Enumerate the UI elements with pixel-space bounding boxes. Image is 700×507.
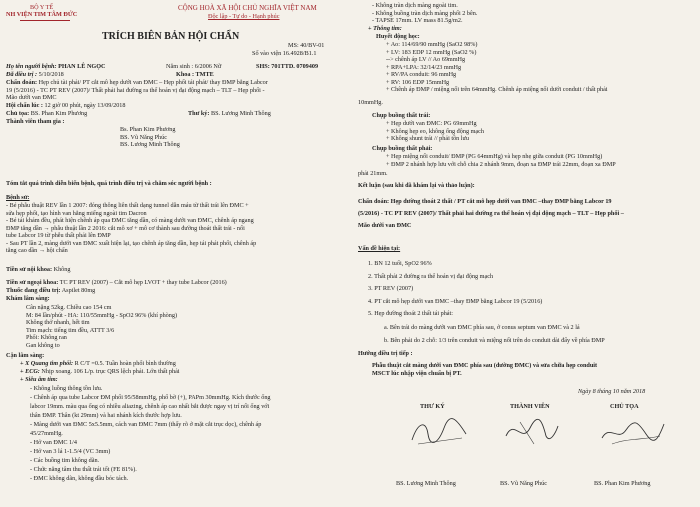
secretary-label: Thư ký: — [188, 110, 210, 117]
department: Khoa : TMTE — [176, 71, 214, 78]
echo-line: - Không tràn dịch màng ngoài tim. — [372, 2, 458, 9]
member-item: BS. Vũ Năng Phúc — [120, 133, 167, 141]
ecg-value: Nhịp xoang. 106 L/p. trục QRS lệch phải. Lớn thất phải — [41, 368, 180, 375]
xray-line — [20, 360, 176, 368]
chair-signature — [598, 414, 668, 450]
lv-angio-label: Chụp buồng thất trái: — [372, 112, 431, 119]
member-signature — [500, 414, 562, 450]
ecg-line — [20, 368, 180, 376]
summary-heading: Tóm tắt quá trình diễn biến bệnh, quá trình điều trị và chăm sóc người bệnh : — [6, 180, 212, 187]
echo-line: - Màng dưới van ĐMC 5x5.5mm, cách van ĐMC 7mm (thấy rõ ở mặt cắt trục dọc), chênh áp — [30, 421, 262, 428]
echo-line: - Chức năng tâm thu thất trái tốt (FE 81%). — [30, 466, 137, 473]
exam-line: Cân nặng 52kg. Chiều cao 154 cm — [26, 304, 112, 311]
conclusion-line-1 — [358, 198, 612, 206]
exam-line: Gan không to — [26, 341, 60, 349]
issues-heading: Vấn đề hiện tại: — [358, 245, 401, 252]
echo-line: - Không luồng thông tồn lưu. — [30, 385, 103, 392]
internal-history — [6, 266, 70, 274]
surgery-history-label: Tiền sử ngoại khoa: — [6, 279, 59, 286]
secretary-sign-title: THƯ KÝ — [420, 403, 445, 410]
surgery-history — [6, 279, 227, 287]
ministry: BỘ Y TẾ — [30, 4, 54, 11]
diagnosis-line-2: 19 (5/2016) - TC PT REV (2007)/ Thất phải hai đường ra thể hoán vị đại động mạch – TLT – Hẹp phổi - — [6, 86, 265, 94]
ecg-label: + ECG: — [20, 368, 40, 375]
diagnosis-line-1 — [6, 79, 268, 87]
issue-item: 5. Hẹp đường thoát 2 thất tái phát: — [368, 310, 453, 317]
echo-line: labcor 19mm. màu qua ống có nhiều aliazing, chênh áp cao nhất bắt được ngay vị trí nối ống với — [30, 403, 270, 410]
rv-angio-label: Chụp buồng thất phải: — [372, 145, 433, 152]
issue-item: 3. PT REV (2007) — [368, 285, 414, 292]
member-item: BS. Lương Minh Thông — [120, 141, 180, 148]
diagnosis-line-3: Mão dưới van ĐMC — [6, 94, 57, 101]
issue-item: 1. BN 12 tuổi, SpO2 96% — [368, 260, 432, 267]
sub-issue-item: a. Bên trái do màng dưới van ĐMC phía sau, ở conus septum van ĐMC và 2 lá — [384, 324, 580, 331]
echo-line: thân ĐMP. Thân (kt 29mm) và hai nhánh kích thước hợp lưu. — [30, 412, 182, 419]
secretary-line — [188, 110, 271, 118]
admission-number: Số vào viện 16.4928/B1.1 — [252, 50, 317, 57]
meeting-label: Hội chẩn lúc : — [6, 102, 43, 109]
plan-line: MSCT lúc nhập viện chuẩn bị PT. — [372, 369, 462, 377]
rv-angio-line: + ĐMP 2 nhánh hợp lưu với chỗ chia 2 nhánh 9mm, đoạn xa ĐMP trái 22mm, đoạn xa ĐMP — [386, 160, 616, 168]
plan-text — [372, 362, 597, 377]
echo-line: - Không buồng tràn dịch màng phổi 2 bên. — [372, 9, 478, 17]
sub-issues-list — [384, 322, 605, 347]
chair-sign-name: BS. Phan Kim Phương — [594, 480, 651, 487]
conclusion-label: Chẩn đoán: — [358, 198, 390, 205]
diagnosis-text-1: Hẹp chủ tài phải/ PT cắt mô hẹp dưới van ĐMC – Hẹp phổi tái phát/ thay ĐMP bằng Labcor — [38, 79, 268, 86]
exam-text — [26, 304, 177, 349]
issue-item: 4. PT cắt mô hẹp dưới van ĐMC –thay ĐMP bằng Labcor 19 (5/2016) — [368, 297, 543, 305]
hemo-tail: 10mmHg. — [358, 99, 383, 106]
hemo-line: --> chênh áp LV // Ao 69mmHg — [386, 56, 466, 63]
secretary-signature — [408, 414, 470, 450]
exam-line: Không thở nhanh, hết tim — [26, 319, 90, 326]
conclusion-line-2: (5/2016) - TC PT REV (2007)/ Thất phải hai đường ra thể hoán vị đại động mạch – TLT – Hẹp phổi – — [358, 210, 624, 217]
members-label: Thành viên tham gia : — [6, 118, 65, 125]
echo-label: + Siêu âm tim: — [20, 376, 58, 383]
echo-text — [30, 384, 271, 483]
hospital-underline — [20, 20, 70, 21]
hospital-name: NH VIỆN TIM TÂM ĐỨC — [6, 11, 78, 18]
treatment-line — [6, 71, 64, 79]
echo-line: - Các buồng tim không dãn. — [30, 457, 100, 464]
patient-name-label: Họ tên người bệnh: — [6, 63, 57, 70]
republic-title: CỘNG HOÀ XÃ HỘI CHỦ NGHĨA VIỆT NAM — [178, 4, 317, 12]
xray-value: R C/T =0.5. Tuần hoàn phổi bình thường — [74, 360, 176, 367]
sub-issue-item: b. Bên phải do 2 chỗ: 1/3 trên conduit và miệng nối trên do conduit dài đẩy về phía ĐMP — [384, 336, 605, 344]
document-title: TRÍCH BIÊN BẢN HỘI CHẨN — [102, 31, 240, 42]
hemodynamics-list — [386, 41, 608, 94]
current-drug — [6, 287, 95, 295]
member-item: Bs. Phan Kim Phương — [120, 126, 176, 133]
exam-line: Tim mạch: tiếng tim đều, ATTT 3/6 — [26, 326, 115, 334]
chair-line — [6, 110, 87, 118]
plan-line: Phẫu thuật cắt màng dưới van ĐMC phía sau (đường ĐMC) và sửa chữa hẹp conduit — [372, 362, 598, 369]
hemo-line: + Ao: 114/69/90 mmHg (SaO2 98%) — [386, 41, 478, 48]
chair-sign-title: CHỦ TỌA — [610, 403, 639, 410]
motto: Độc lập - Tự do - Hạnh phúc — [208, 13, 280, 20]
surgery-history-value: TC PT REV (2007) – Cắt mô hẹp LVOT + thay tube Labcor (2016) — [59, 279, 227, 286]
exam-line: Phổi: Không ran — [26, 334, 67, 341]
form-number: MS: 40/BV-01 — [288, 42, 325, 49]
echo-continued — [372, 2, 477, 25]
secretary-sign-name: BS. Lương Minh Thông — [396, 480, 456, 487]
echo-line: - Hở van ĐMC 1/4 — [30, 439, 77, 446]
hemo-line: + RV/PA conduit: 96 mmHg — [386, 71, 457, 78]
chair-label: Chủ tọa: — [6, 110, 30, 117]
rv-angio-list — [386, 153, 616, 168]
hemo-line: + LV: 183 EDP 12 mmHg (SaO2 %) — [386, 48, 477, 56]
exam-line: M: 84 lần/phút - HA: 110/55mmHg - SpO2 96% (khí phòng) — [26, 311, 178, 319]
echo-line: 45/27mmHg. — [30, 430, 63, 437]
secretary-name: BS. Lương Minh Thông — [210, 110, 271, 117]
history-label: Bệnh sử: — [6, 194, 30, 201]
history-text — [6, 202, 256, 255]
hemodynamics-label: Huyết động học: — [376, 33, 420, 40]
chair-name: BS. Phan Kim Phương — [30, 110, 88, 117]
lv-angio-line: + Không hẹp eo, không ống động mạch — [386, 127, 485, 135]
lv-angio-list — [386, 120, 484, 143]
history-line: - Sau PT lần 2, màng dưới van ĐMC xuất hiện lại, tạo chênh áp tăng dần, hẹp tái phát phổi, chênh áp — [6, 239, 257, 247]
sign-date: Ngày 8 tháng 10 năm 2018 — [578, 388, 646, 395]
members-list — [120, 126, 180, 149]
rv-angio-line: + Hẹp miệng nối conduit/ ĐMP (PG 64mmHg) và hẹp nhẹ giữa conduit (PG 10mmHg) — [386, 153, 603, 160]
issues-list — [368, 258, 542, 321]
patient-line — [6, 63, 106, 71]
treatment-label: Đã điều trị : — [6, 71, 38, 78]
meeting-time: 12 giờ 00 phút, ngày 13/09/2018 — [44, 102, 126, 109]
xray-label: + X Quang tim phổi: — [20, 360, 74, 367]
history-line: tube Labcor 19 từ phễu thất phải lên ĐMP — [6, 232, 111, 239]
history-line: tăng cao dần → hội chẩn — [6, 247, 68, 254]
lab-label: Cận lâm sàng: — [6, 352, 45, 359]
treatment-date: 5/10/2018 — [38, 71, 64, 78]
current-drug-label: Thuốc đang điều trị: — [6, 287, 61, 294]
echo-line: - ĐMC không dãn, không đầu bóc tách. — [30, 475, 129, 482]
catheter-label: + Thông tim: — [368, 25, 402, 32]
history-line: sửa hẹp phổi, tạo hình van hằng miếng ngoài tim Dacron — [6, 209, 147, 217]
member-sign-name: BS. Vũ Năng Phúc — [500, 480, 547, 487]
plan-heading: Hướng điều trị tiếp : — [358, 350, 413, 357]
history-line: - Bé tái khám đều, phát hiện chênh áp qua ĐMC tăng dần, có màng dưới van ĐMC, chênh áp ngang — [6, 217, 254, 224]
conclusion-line-3: Mão dưới van ĐMC — [358, 222, 412, 229]
conclusion-text-1: Hẹp đường thoát 2 thất / PT cắt mô hẹp dưới van ĐMC –thay ĐMP bằng Labcor 19 — [390, 198, 612, 205]
echo-line: - Chênh áp qua tube Labcor ĐM phổi 95/58mmHg, phổ bờ (+), PAPm 30mmHg. Kích thước ống — [30, 394, 271, 401]
member-sign-title: THÀNH VIÊN — [510, 403, 550, 410]
internal-history-label: Tiền sử nội khoa: — [6, 266, 53, 273]
diagnosis-label: Chẩn đoán: — [6, 79, 38, 86]
echo-line: - TAPSE 17mm. LV mass 81.5g/m2. — [372, 17, 463, 24]
internal-history-value: Không — [53, 266, 71, 273]
issue-item: 2. Thất phải 2 đường ra thể hoán vị đại động mạch — [368, 272, 494, 280]
history-line: - Bé phẫu thuật REV lần 1 2007: đóng thông liên thất dạng tunnel dẫn máu từ thất trái lên ĐMC + — [6, 202, 249, 209]
hemo-line: + Chênh áp ĐMP / miệng nối trên 64mmHg. Chênh áp miệng nối dưới conduit / thất phải — [386, 86, 608, 93]
patient-name: PHAN LÊ NGỌC — [58, 63, 106, 70]
conclusion-heading: Kết luận (sau khi đã khám lại và thảo luận): — [358, 182, 475, 189]
echo-line: - Hở van 3 lá 1-1.5/4 (VC 3mm) — [30, 448, 111, 455]
lv-angio-line: + Không shunt trái // phải tồn lưu — [386, 135, 469, 142]
lv-angio-line: + Hẹp dưới van ĐMC: PG 69mmHg — [386, 120, 477, 127]
history-line: ĐMP tăng dần → phẫu thuật lần 2 2016: cắt mô xơ + mô cơ thành sau đường thoát thất trái - nối — [6, 224, 245, 232]
rv-angio-tail: phải 21mm. — [358, 170, 388, 177]
current-drug-value: Aspilet 80mg — [61, 287, 96, 294]
hemo-line: + RV: 106 EDP 15mmHg — [386, 78, 450, 86]
exam-label: Khám lâm sàng: — [6, 295, 50, 302]
meeting-line — [6, 102, 125, 110]
hemo-line: + RPA+LPA: 32/14/23 mmHg — [386, 63, 462, 71]
shs-number: SHS: 701TTD. 0709409 — [256, 63, 319, 70]
birth-info: Năm sinh : 6/2006 Nữ — [166, 63, 222, 70]
